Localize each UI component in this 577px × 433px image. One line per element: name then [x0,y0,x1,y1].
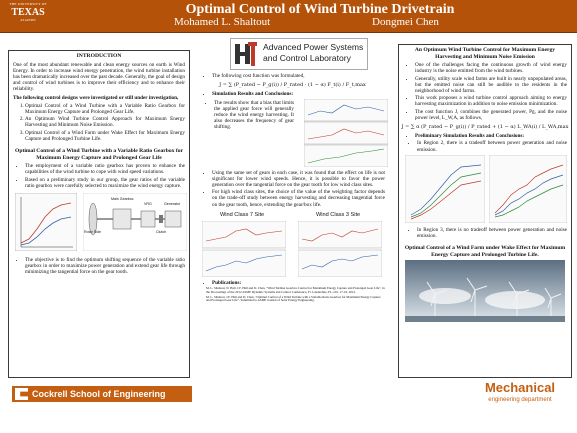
noise-chart-left [405,155,485,223]
region2-list [413,140,567,152]
cockrell-logo [8,386,194,426]
sim-bullets-2 [208,170,385,208]
noise-bullet-2: • Generally, utility scale wind farms are built in nearly unpopulated areas, but the emitted noise can still be audible to the residents in the neighborhood of wind farms. [415,76,567,95]
sim-bullet-1: • The results show that a bias that limits the applied gear force will generally reduce the wind energy harvesting. It also decreases the frequency of gear shifting. [214,100,294,131]
vrg-bullets [21,163,185,189]
lab-logo-box [230,38,368,70]
mechanical-logo [470,380,570,420]
chart-title-class3: Wind Class 3 Site [316,211,361,218]
noise-bullets [411,62,567,121]
sim-heading-list [208,91,385,97]
cockrell-mark-icon [15,388,28,400]
pub-heading: • Publications: [212,280,385,286]
poster-title: Optimal Control of Wind Turbine Drivetrain [185,2,455,17]
chart-title-class7: Wind Class 7 Site [220,211,265,218]
noise-sim-heading: • Preliminary Simulation Results and Conclusions: [415,133,567,139]
sim-bullet-1-wrap [202,99,298,132]
label-generator: Generator [164,202,181,207]
logo-tiny-text: AT AUSTIN [20,18,36,22]
noise-bullet-4: • The cost function J, combines the generated power, Pg, and the noise power level, L_W,A, as follows, [415,109,567,121]
vrg-bullet-1: • The employment of a variable ratio gearbox has proven to enhance the capabilities of the wind turbine to cope with wind speed variations. [25,163,185,175]
wind-class-charts [196,221,389,279]
cost-equation-2: J = ∑ α (P_rated − P_g(i)) / P_rated + (1 − α) L_WA(i) / L_WA,max [401,124,569,131]
wind-farm-photo [405,260,565,322]
region2-result: • In Region 2, there is a tradeoff between power generation and noise emission. [417,140,567,152]
design-item-2: 2. An Optimum Wind Turbine Control Approach for Maximum Energy Harvesting and Minimum Noise Emission. [25,116,185,128]
publication-1: M. L. Shaltout, N. Hall, J.F. Hall and D. Chen, "Wind Turbine Gearbox Control for Maximum Energy Capture and Prolonged Gear Life", in the Proceedings of the 2012 ASME Dynamic Systems and Control Conference, Ft. Lauderdale, FL, Oct. 17-19, 2012. [206,286,385,294]
design-item-1: 1. Optimal Control of a Wind Turbine with a Variable Ratio Gearbox for Maximum Energy Capture and Prolonged Gear Life. [25,103,185,115]
publication-2: M. L. Shaltout, J.F. Hall and D. Chen, "Optimal Control of a Wind Turbine with a Variable Ratio Gearbox for Maximum Energy Capture and Prolonged Gear Life", Submitted to ASME Journal of Solar Energy Engineering. [206,294,381,303]
wind-farm-heading: Optimal Control of a Wind Farm under Wake Effect for Maximum Energy Capture and Prolonged Turbine Life. [404,245,566,258]
label-vrg: VRG [144,202,152,207]
authors [120,16,520,30]
column-right [398,44,572,378]
cockrell-banner [12,386,192,402]
lab-name-line1: Advanced Power Systems [263,42,364,52]
designs-lead: The following control designs were investigated or still under investigation, [13,94,179,101]
gear-ratio-plot [15,193,77,251]
noise-bullet-3: • This work proposes a wind turbine control approach aiming to energy harvesting maximization in addition to noise emission minimization. [415,95,567,107]
ut-austin-logo [8,2,48,29]
label-main-gearbox: Main Gearbox [111,197,134,202]
author-shaltout: Mohamed L. Shaltout [174,16,271,28]
lab-name [263,42,367,64]
design-item-3: 3. Optimal Control of a Wind Farm under Wake Effect for Maximum Energy Capture and Prolonged Turbine Life. [25,130,185,142]
label-clutch: Clutch [156,230,167,235]
noise-chart-right [489,155,567,223]
column-middle [196,72,389,382]
vrg-objective [21,257,185,276]
vrg-objective-item: • The objective is to find the optimum shifting sequence of the variable ratio gearbox in order to maximize power generation and extend gear life through minimizing the tangential force on the gear tooth. [25,257,185,276]
intro-paragraph: One of the most abundant renewable and clean energy sources on earth is Wind Energy. In order to increase wind energy penetration, the wind turbine installation has been dramatically increased over the past decade. Generally, the goal of design and control of wind turbines is to improve their efficiency and to enhance their reliability. [13,61,185,93]
lab-name-line2: and Control Laboratory [263,53,351,63]
sim-bullet-1-list [210,100,294,131]
noise-charts [403,155,567,225]
intro-heading: INTRODUCTION [76,53,122,59]
mechanical-text: Mechanical [484,380,556,395]
cost-equation-1: J = ∑ (P_rated − P_g(i)) / P_rated · (1 − α) F_t(i) / F_t,max [219,82,366,89]
class3-charts [298,221,382,277]
lab-logo-icon [235,42,257,66]
class7-charts [202,221,286,277]
cost-intro: • The following cost function was formulated, [212,73,385,79]
column-left [8,50,190,378]
chart-titles [196,209,389,221]
vrg-figures [13,191,185,255]
sim-block-1 [198,99,387,169]
region3-list [413,227,567,239]
poster-header [0,0,577,33]
logo-big-text: TEXAS [11,7,45,18]
vrg-bullet-2: • Based on a preliminary study in our group, the gear ratios of the variable ratio gearbox were carefully selected to maximize the wind energy capture. [25,177,185,189]
sim-bullet-3: • For high wind class sites, the choice of the value of the weighting factor depends on the trade-off study between energy harvesting and decreasing tangential force on the gear tooth, hence, extending the gear/box life. [212,189,385,208]
vrg-section-heading: Optimal Control of a Wind Turbine with a Variable Ratio Gearbox for Maximum Energy Capture and Prolonged Gear Life [15,148,183,161]
author-chen: Dongmei Chen [372,16,439,28]
noise-section-heading: An Optimum Wind Turbine Control for Maximum Energy Harvesting and Minimum Noise Emission [414,47,556,60]
logo-small-text: THE UNIVERSITY OF [9,2,47,6]
label-rotor-side: Rotor Side [84,230,101,235]
mechanical-dept-text: engineering department [488,397,552,403]
sim-bullet-2: • Using the same set of gears in each case, it was found that the effect on life is not significant for lower wind speeds. Hence, it is possible to favor the power generation over the tangential force on the gear tooth for low wind class sites. [212,170,385,189]
force-results-charts [304,99,388,167]
noise-sim-heading-list [411,133,567,139]
cost-bullets [208,73,385,79]
designs-list [21,103,185,142]
cockrell-text: Cockrell School of Engineering [32,389,166,399]
region3-result: • In Region 3, there is no tradeoff between power generation and noise emission. [417,227,567,239]
sim-heading: • Simulation Results and Conclusions: [212,91,385,97]
noise-bullet-1: • One of the challenges facing the continuous growth of wind energy industry is the noise emitted from the wind turbines. [415,62,567,74]
